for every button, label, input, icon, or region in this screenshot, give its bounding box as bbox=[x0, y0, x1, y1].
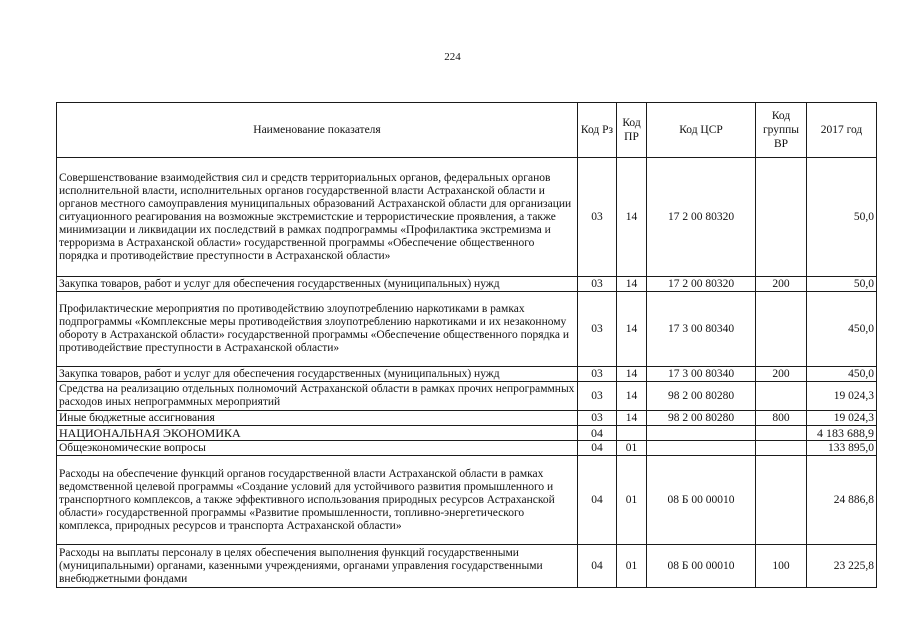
row-name: Расходы на выплаты персоналу в целях обеспечения выполнения функций государственными (муниципальными) органами, казенными учреждениями, органами управления государственными внебюджетными фондами bbox=[57, 545, 578, 588]
row-rz: 03 bbox=[578, 367, 617, 382]
row-pr: 01 bbox=[617, 545, 647, 588]
table-row bbox=[57, 411, 877, 426]
table-row bbox=[57, 158, 877, 277]
row-sum: 24 886,8 bbox=[807, 456, 877, 545]
row-sum: 50,0 bbox=[807, 158, 877, 277]
header-pr: Код ПР bbox=[617, 103, 647, 158]
row-name: Закупка товаров, работ и услуг для обеспечения государственных (муниципальных) нужд bbox=[57, 277, 578, 292]
row-csr: 17 2 00 80320 bbox=[647, 277, 756, 292]
row-name: Иные бюджетные ассигнования bbox=[57, 411, 578, 426]
row-pr bbox=[617, 426, 647, 441]
row-pr: 14 bbox=[617, 411, 647, 426]
budget-table bbox=[56, 102, 877, 588]
row-vr: 800 bbox=[756, 411, 807, 426]
row-rz: 04 bbox=[578, 441, 617, 456]
row-vr bbox=[756, 456, 807, 545]
table-row bbox=[57, 292, 877, 367]
row-sum: 133 895,0 bbox=[807, 441, 877, 456]
row-rz: 04 bbox=[578, 456, 617, 545]
row-csr: 98 2 00 80280 bbox=[647, 411, 756, 426]
row-name: Общеэкономические вопросы bbox=[57, 441, 578, 456]
row-vr bbox=[756, 158, 807, 277]
table-row bbox=[57, 456, 877, 545]
row-csr: 17 2 00 80320 bbox=[647, 158, 756, 277]
row-rz: 03 bbox=[578, 158, 617, 277]
row-rz: 03 bbox=[578, 411, 617, 426]
table-row bbox=[57, 441, 877, 456]
row-sum: 50,0 bbox=[807, 277, 877, 292]
row-vr bbox=[756, 382, 807, 411]
row-name: Совершенствование взаимодействия сил и средств территориальных органов, федеральных органов исполнительной власти, исполнительных органов государственной власти Астраханской области и органов местного самоуправления муниципальных образований Астраханской области для организации ситуационного реагирования на возможные экстремистские и террористические проявления, а также минимизации и ликвидации их последствий в рамках подпрограммы «Профилактика экстремизма и терроризма в Астраханской области» государственной программы «Обеспечение общественного порядка и противодействие преступности в Астраханской области» bbox=[57, 158, 578, 277]
table-row bbox=[57, 545, 877, 588]
row-name: Закупка товаров, работ и услуг для обеспечения государственных (муниципальных) нужд bbox=[57, 367, 578, 382]
row-rz: 04 bbox=[578, 426, 617, 441]
row-pr: 14 bbox=[617, 382, 647, 411]
row-pr: 01 bbox=[617, 456, 647, 545]
row-vr bbox=[756, 292, 807, 367]
header-year: 2017 год bbox=[807, 103, 877, 158]
row-csr bbox=[647, 426, 756, 441]
row-pr: 14 bbox=[617, 277, 647, 292]
row-pr: 14 bbox=[617, 292, 647, 367]
row-rz: 03 bbox=[578, 382, 617, 411]
table-row bbox=[57, 277, 877, 292]
table-row bbox=[57, 382, 877, 411]
row-sum: 19 024,3 bbox=[807, 382, 877, 411]
row-sum: 23 225,8 bbox=[807, 545, 877, 588]
row-rz: 03 bbox=[578, 292, 617, 367]
row-pr: 14 bbox=[617, 367, 647, 382]
page-number: 224 bbox=[444, 51, 461, 63]
row-name: НАЦИОНАЛЬНАЯ ЭКОНОМИКА bbox=[57, 426, 578, 441]
row-vr bbox=[756, 441, 807, 456]
table-row bbox=[57, 367, 877, 382]
row-sum: 4 183 688,9 bbox=[807, 426, 877, 441]
header-csr: Код ЦСР bbox=[647, 103, 756, 158]
table-row bbox=[57, 426, 877, 441]
header-name: Наименование показателя bbox=[57, 103, 578, 158]
row-sum: 19 024,3 bbox=[807, 411, 877, 426]
row-vr bbox=[756, 426, 807, 441]
row-sum: 450,0 bbox=[807, 292, 877, 367]
row-name: Расходы на обеспечение функций органов государственной власти Астраханской области в рамках ведомственной целевой программы «Создание условий для устойчивого развития промышленного и транспортного комплексов, а также эффективного использования природных ресурсов Астраханской области» государственной программы «Развитие промышленности, топливно-энергетического комплекса, природных ресурсов и транспорта Астраханской области» bbox=[57, 456, 578, 545]
row-rz: 03 bbox=[578, 277, 617, 292]
row-pr: 14 bbox=[617, 158, 647, 277]
row-vr: 200 bbox=[756, 277, 807, 292]
header-rz: Код Рз bbox=[578, 103, 617, 158]
row-sum: 450,0 bbox=[807, 367, 877, 382]
row-csr: 98 2 00 80280 bbox=[647, 382, 756, 411]
table-header-row bbox=[57, 103, 877, 158]
row-vr: 100 bbox=[756, 545, 807, 588]
row-csr bbox=[647, 441, 756, 456]
row-pr: 01 bbox=[617, 441, 647, 456]
header-vr: Код группы ВР bbox=[756, 103, 807, 158]
row-vr: 200 bbox=[756, 367, 807, 382]
row-csr: 17 3 00 80340 bbox=[647, 292, 756, 367]
row-csr: 08 Б 00 00010 bbox=[647, 456, 756, 545]
row-name: Профилактические мероприятия по противодействию злоупотреблению наркотиками в рамках подпрограммы «Комплексные меры противодействия злоупотреблению наркотиками и их незаконному обороту в Астраханской области» государственной программы «Обеспечение общественного порядка и противодействие преступности в Астраханской области» bbox=[57, 292, 578, 367]
row-rz: 04 bbox=[578, 545, 617, 588]
row-csr: 08 Б 00 00010 bbox=[647, 545, 756, 588]
row-csr: 17 3 00 80340 bbox=[647, 367, 756, 382]
row-name: Средства на реализацию отдельных полномочий Астраханской области в рамках прочих непрограммных расходов иных непрограммных мероприятий bbox=[57, 382, 578, 411]
